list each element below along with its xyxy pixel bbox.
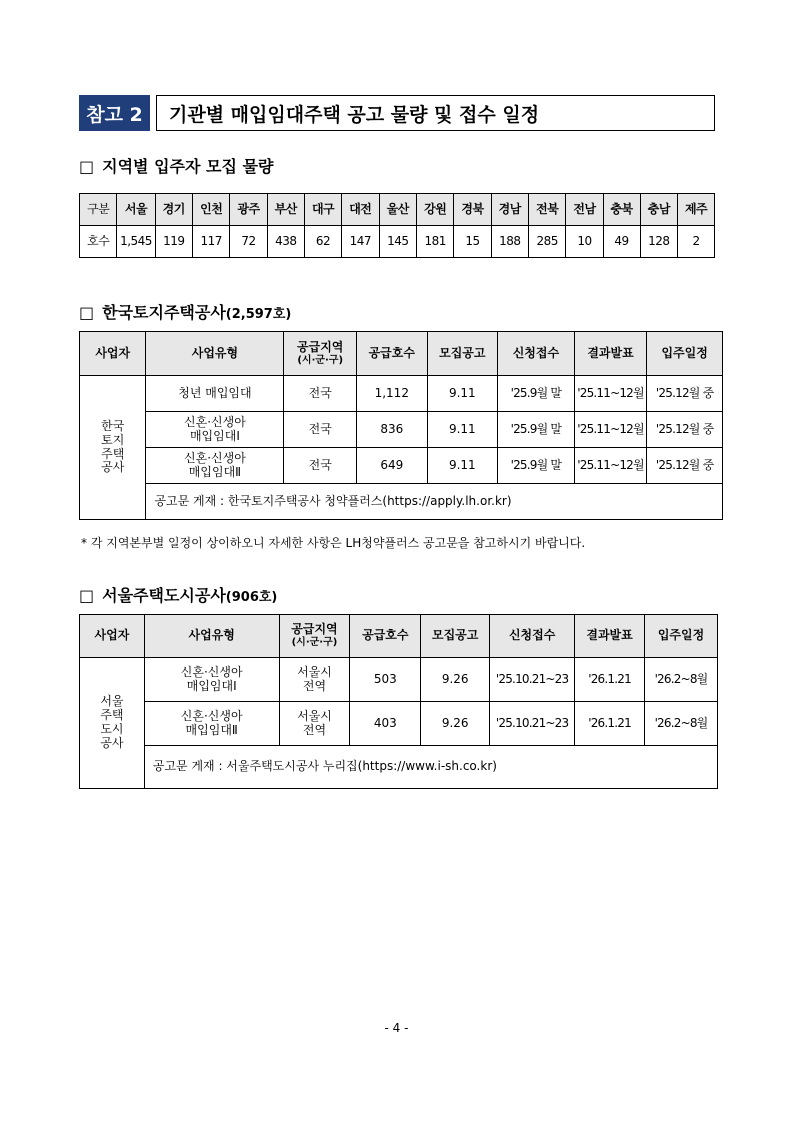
movein-cell: '25.12월 중 (647, 376, 723, 412)
type-cell: 청년 매입임대 (146, 376, 284, 412)
region-count: 147 (342, 226, 379, 258)
table-header-row (80, 615, 718, 658)
area-cell: 전국 (284, 448, 357, 484)
apply-cell: '25.10.21~23 (490, 658, 575, 702)
operator-line: 공사 (101, 460, 125, 475)
posting-cell: 공고문 게재 : 서울주택도시공사 누리집(https://www.i-sh.co.kr) (144, 746, 717, 789)
type-line: 신혼·신생아 (180, 664, 243, 679)
regional-quota-table (79, 193, 715, 258)
lh-schedule-table (79, 331, 723, 520)
footnote: * 각 지역본부별 일정이 상이하오니 자세한 사항은 LH청약플러스 공고문을 참고하시기 바랍니다. (81, 536, 586, 550)
section-heading-sh (79, 583, 277, 606)
region-count: 72 (230, 226, 267, 258)
region-header: 강원 (417, 194, 454, 226)
region-header: 부산 (267, 194, 304, 226)
region-header: 울산 (379, 194, 416, 226)
region-count: 117 (193, 226, 230, 258)
type-cell (146, 412, 284, 448)
region-header: 대구 (305, 194, 342, 226)
operator-line: 주택 (101, 446, 125, 461)
movein-cell: '25.12월 중 (647, 412, 723, 448)
operator-line: 서울 (100, 694, 124, 709)
apply-cell: '25.9월 말 (498, 412, 575, 448)
type-line: 매입임대Ⅱ (188, 464, 242, 479)
table-header-row (80, 332, 723, 376)
region-count: 62 (305, 226, 342, 258)
operator-line: 주택 (100, 708, 124, 723)
checkbox-square-icon: □ (79, 586, 95, 605)
type-line: 매입임대Ⅰ (189, 428, 240, 443)
checkbox-square-icon: □ (79, 157, 95, 176)
col-header-movein: 입주일정 (647, 332, 723, 376)
operator-line: 한국 (101, 418, 125, 433)
region-header: 인천 (193, 194, 230, 226)
notice-cell: 9.26 (421, 658, 490, 702)
region-count: 119 (155, 226, 192, 258)
region-header: 광주 (230, 194, 267, 226)
sh-count: (906호) (225, 590, 278, 605)
region-count: 2 (678, 226, 715, 258)
col-header-movein: 입주일정 (645, 615, 718, 658)
col-header-units: 공급호수 (357, 332, 428, 376)
type-line: 신혼·신생아 (184, 414, 246, 429)
result-cell: '26.1.21 (575, 702, 645, 746)
type-cell (144, 658, 279, 702)
table-header-row (80, 194, 715, 226)
units-cell: 503 (350, 658, 421, 702)
table-row (80, 746, 718, 789)
sh-schedule-table (79, 614, 718, 789)
lh-heading-text: 한국토지주택공사 (102, 303, 226, 322)
type-line: 매입임대Ⅱ (185, 722, 238, 737)
col-header-area-main: 공급지역 (297, 339, 344, 354)
region-header: 경남 (491, 194, 528, 226)
col-header-area-sub: (시·군·구) (291, 637, 338, 649)
area-cell: 전국 (284, 376, 357, 412)
table-row (80, 658, 718, 702)
col-header-operator: 사업자 (80, 332, 146, 376)
row-header-label: 구분 (80, 194, 117, 226)
posting-cell: 공고문 게재 : 한국토지주택공사 청약플러스(https://apply.lh.or.kr) (146, 484, 723, 520)
area-line: 서울시 (297, 708, 332, 723)
col-header-area-main: 공급지역 (291, 622, 338, 637)
table-row (80, 376, 723, 412)
type-line: 신혼·신생아 (180, 708, 243, 723)
region-count: 181 (417, 226, 454, 258)
table-row (80, 702, 718, 746)
region-count: 15 (454, 226, 491, 258)
area-cell (279, 702, 350, 746)
col-header-notice: 모집공고 (427, 332, 498, 376)
type-cell (144, 702, 279, 746)
movein-cell: '26.2~8월 (645, 658, 718, 702)
title-badge: 참고 2 (79, 95, 150, 131)
region-count: 128 (640, 226, 677, 258)
region-header: 대전 (342, 194, 379, 226)
region-count: 49 (603, 226, 640, 258)
area-line: 전역 (302, 722, 327, 737)
section-heading-lh (79, 300, 291, 323)
area-cell (279, 658, 350, 702)
col-header-units: 공급호수 (350, 615, 421, 658)
region-header: 전북 (529, 194, 566, 226)
section-heading-regional (79, 154, 273, 177)
table-row (80, 412, 723, 448)
notice-cell: 9.11 (427, 412, 498, 448)
region-header: 서울 (117, 194, 155, 226)
area-cell: 전국 (284, 412, 357, 448)
region-count: 145 (379, 226, 416, 258)
notice-cell: 9.11 (427, 376, 498, 412)
operator-line: 토지 (101, 432, 125, 447)
result-cell: '25.11~12월 (574, 412, 647, 448)
region-count: 438 (267, 226, 304, 258)
apply-cell: '25.10.21~23 (490, 702, 575, 746)
col-header-apply: 신청접수 (490, 615, 575, 658)
col-header-result: 결과발표 (574, 332, 647, 376)
region-count: 1,545 (117, 226, 155, 258)
page-number: - 4 - (384, 1021, 409, 1035)
area-line: 서울시 (297, 664, 332, 679)
movein-cell: '25.12월 중 (647, 448, 723, 484)
operator-line: 공사 (100, 735, 124, 750)
result-cell: '26.1.21 (575, 658, 645, 702)
result-cell: '25.11~12월 (574, 448, 647, 484)
checkbox-square-icon: □ (79, 303, 95, 322)
region-count: 10 (566, 226, 603, 258)
movein-cell: '26.2~8월 (645, 702, 718, 746)
region-header: 전남 (566, 194, 603, 226)
region-header: 경북 (454, 194, 491, 226)
type-line: 매입임대Ⅰ (186, 678, 237, 693)
col-header-notice: 모집공고 (421, 615, 490, 658)
units-cell: 1,112 (357, 376, 428, 412)
col-header-area-sub: (시·군·구) (297, 354, 344, 366)
notice-cell: 9.11 (427, 448, 498, 484)
units-cell: 403 (350, 702, 421, 746)
table-row (80, 226, 715, 258)
region-header: 제주 (678, 194, 715, 226)
title-text: 기관별 매입임대주택 공고 물량 및 접수 일정 (156, 95, 715, 131)
area-line: 전역 (302, 678, 327, 693)
col-header-area (284, 332, 357, 376)
region-header: 충남 (640, 194, 677, 226)
col-header-type: 사업유형 (144, 615, 279, 658)
col-header-type: 사업유형 (146, 332, 284, 376)
row-label: 호수 (80, 226, 117, 258)
type-cell (146, 448, 284, 484)
sh-heading-text: 서울주택도시공사 (102, 586, 226, 605)
notice-cell: 9.26 (421, 702, 490, 746)
table-row (80, 484, 723, 520)
units-cell: 836 (357, 412, 428, 448)
lh-count: (2,597호) (225, 307, 292, 322)
region-count: 188 (491, 226, 528, 258)
col-header-apply: 신청접수 (498, 332, 575, 376)
region-header: 충북 (603, 194, 640, 226)
apply-cell: '25.9월 말 (498, 376, 575, 412)
col-header-result: 결과발표 (575, 615, 645, 658)
operator-line: 도시 (100, 722, 124, 736)
operator-cell (80, 658, 145, 789)
table-row (80, 448, 723, 484)
region-count: 285 (529, 226, 566, 258)
region-header: 경기 (155, 194, 192, 226)
type-line: 신혼·신생아 (184, 450, 246, 465)
col-header-area (279, 615, 350, 658)
col-header-operator: 사업자 (80, 615, 145, 658)
result-cell: '25.11~12월 (574, 376, 647, 412)
section-heading-text: 지역별 입주자 모집 물량 (102, 157, 274, 176)
operator-cell (80, 376, 146, 520)
units-cell: 649 (357, 448, 428, 484)
apply-cell: '25.9월 말 (498, 448, 575, 484)
page-title (79, 95, 715, 131)
